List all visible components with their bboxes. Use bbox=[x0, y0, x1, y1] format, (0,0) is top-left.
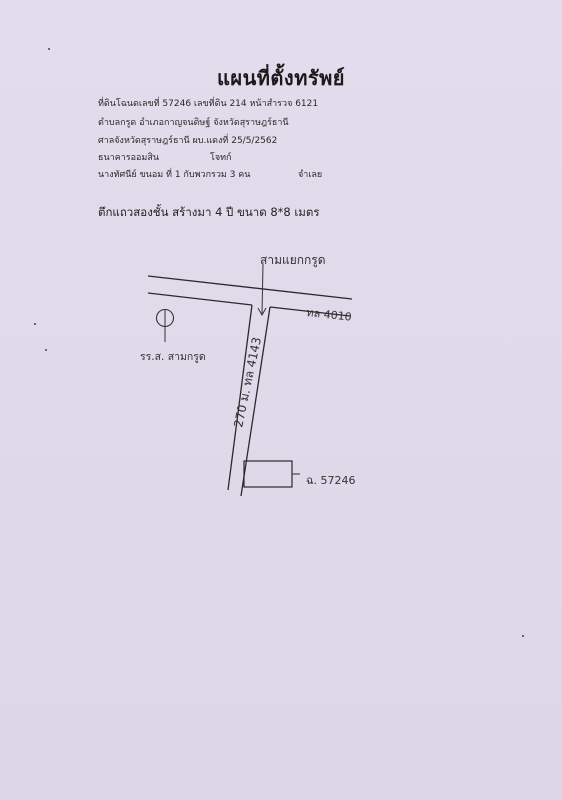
scan-mark bbox=[48, 48, 50, 50]
deed-info: ที่ดินโฉนดเลขที่ 57246 เลขที่ดิน 214 หน้าสำรวจ 6121 bbox=[98, 99, 319, 109]
road-edge-bottom-left bbox=[148, 293, 252, 305]
scan-mark bbox=[45, 349, 47, 351]
road-edge-top bbox=[148, 276, 352, 299]
defendant-name: นางทัศนีย์ ขนอม ที่ 1 กับพวกรวม 3 คน bbox=[98, 170, 251, 180]
junction-arrow bbox=[262, 264, 263, 314]
location-info: ตำบลกรูด อำเภอกาญจนดิษฐ์ จังหวัดสุราษฎร์ธานี bbox=[98, 118, 289, 128]
road-top-label: ทล 4010 bbox=[305, 306, 353, 324]
court-info: ศาลจังหวัดสุราษฎร์ธานี ผบ.แดงที่ 25/5/2562 bbox=[98, 136, 278, 146]
road-side-label: 270 ม. ทล 4143 bbox=[231, 335, 265, 429]
parcel-label: ฉ. 57246 bbox=[306, 474, 356, 487]
defendant-role: จำเลย bbox=[298, 170, 323, 180]
plaintiff-name: ธนาคารออมสิน bbox=[98, 153, 159, 163]
school-label: รร.ส. สามกรูด bbox=[140, 351, 206, 363]
scan-mark bbox=[34, 323, 36, 325]
property-description: ตึกแถวสองชั้น สร้างมา 4 ปี ขนาด 8*8 เมตร bbox=[98, 205, 320, 219]
junction-label: สามแยกกรูด bbox=[260, 253, 326, 267]
parcel-rect bbox=[244, 461, 292, 487]
scan-mark bbox=[522, 635, 524, 637]
page-title: แผนที่ตั้งทรัพย์ bbox=[216, 66, 346, 90]
plaintiff-role: โจทก์ bbox=[210, 153, 232, 163]
